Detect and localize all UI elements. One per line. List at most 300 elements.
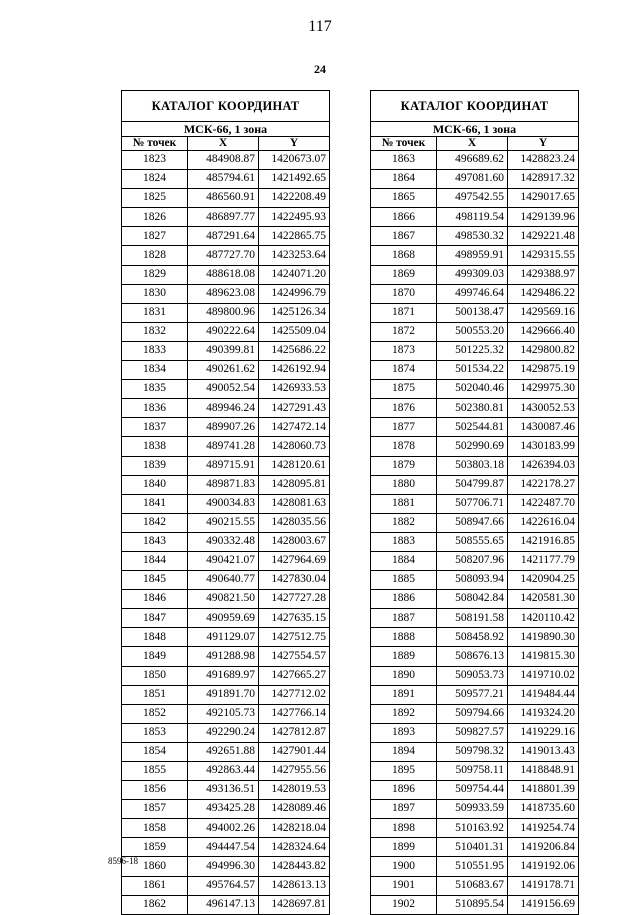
x-coordinate-cell: 508191.58 xyxy=(437,609,508,628)
table-row xyxy=(371,762,579,781)
y-coordinate-cell: 1427901.44 xyxy=(259,742,330,761)
catalog-title: КАТАЛОГ КООРДИНАТ xyxy=(371,91,579,122)
x-coordinate-cell: 509053.73 xyxy=(437,666,508,685)
y-coordinate-cell: 1429800.82 xyxy=(508,341,579,360)
x-coordinate-cell: 491689.97 xyxy=(188,666,259,685)
point-number-cell: 1880 xyxy=(371,475,437,494)
y-coordinate-cell: 1428095.81 xyxy=(259,475,330,494)
point-number-cell: 1854 xyxy=(122,742,188,761)
point-number-cell: 1883 xyxy=(371,532,437,551)
x-coordinate-cell: 496147.13 xyxy=(188,895,259,914)
table-row xyxy=(371,322,579,341)
point-number-cell: 1891 xyxy=(371,685,437,704)
table-row xyxy=(371,838,579,857)
y-coordinate-cell: 1429569.16 xyxy=(508,303,579,322)
y-coordinate-cell: 1429221.48 xyxy=(508,227,579,246)
table-row xyxy=(371,800,579,819)
point-number-cell: 1881 xyxy=(371,494,437,513)
y-coordinate-cell: 1421177.79 xyxy=(508,551,579,570)
document-code: 8596-18 xyxy=(108,856,138,866)
x-coordinate-cell: 491891.70 xyxy=(188,685,259,704)
y-coordinate-cell: 1419324.20 xyxy=(508,704,579,723)
y-coordinate-cell: 1420581.30 xyxy=(508,590,579,609)
point-number-cell: 1842 xyxy=(122,513,188,532)
table-row xyxy=(122,341,330,360)
x-coordinate-cell: 508947.66 xyxy=(437,513,508,532)
x-coordinate-cell: 502544.81 xyxy=(437,418,508,437)
table-row xyxy=(122,742,330,761)
x-coordinate-cell: 502380.81 xyxy=(437,399,508,418)
table-row xyxy=(122,685,330,704)
table-row xyxy=(122,399,330,418)
table-row xyxy=(122,513,330,532)
x-coordinate-cell: 509798.32 xyxy=(437,742,508,761)
x-coordinate-cell: 500138.47 xyxy=(437,303,508,322)
y-coordinate-cell: 1428035.56 xyxy=(259,513,330,532)
table-row xyxy=(371,723,579,742)
point-number-cell: 1887 xyxy=(371,609,437,628)
x-coordinate-cell: 509577.21 xyxy=(437,685,508,704)
point-number-cell: 1877 xyxy=(371,418,437,437)
table-row xyxy=(122,322,330,341)
y-coordinate-cell: 1428120.61 xyxy=(259,456,330,475)
y-coordinate-cell: 1428060.73 xyxy=(259,437,330,456)
y-coordinate-cell: 1428443.82 xyxy=(259,857,330,876)
y-coordinate-cell: 1427635.15 xyxy=(259,609,330,628)
table-row xyxy=(122,189,330,208)
y-coordinate-cell: 1421916.85 xyxy=(508,532,579,551)
x-coordinate-cell: 490215.55 xyxy=(188,513,259,532)
y-coordinate-cell: 1424071.20 xyxy=(259,265,330,284)
x-coordinate-cell: 507706.71 xyxy=(437,494,508,513)
x-coordinate-cell: 508207.96 xyxy=(437,551,508,570)
point-number-cell: 1841 xyxy=(122,494,188,513)
point-number-cell: 1834 xyxy=(122,361,188,380)
y-coordinate-cell: 1427830.04 xyxy=(259,571,330,590)
x-coordinate-cell: 490222.64 xyxy=(188,322,259,341)
table-row xyxy=(122,380,330,399)
point-number-cell: 1845 xyxy=(122,571,188,590)
table-row xyxy=(371,857,579,876)
point-number-cell: 1892 xyxy=(371,704,437,723)
y-coordinate-cell: 1428823.24 xyxy=(508,151,579,170)
point-number-cell: 1868 xyxy=(371,246,437,265)
x-coordinate-cell: 485794.61 xyxy=(188,170,259,189)
x-coordinate-cell: 510683.67 xyxy=(437,876,508,895)
point-number-cell: 1825 xyxy=(122,189,188,208)
table-row xyxy=(122,170,330,189)
x-coordinate-cell: 493425.28 xyxy=(188,800,259,819)
y-coordinate-cell: 1427554.57 xyxy=(259,647,330,666)
y-coordinate-cell: 1427472.14 xyxy=(259,418,330,437)
y-coordinate-cell: 1430052.53 xyxy=(508,399,579,418)
table-row xyxy=(371,551,579,570)
y-coordinate-cell: 1427955.56 xyxy=(259,762,330,781)
table-row xyxy=(122,361,330,380)
x-coordinate-cell: 500553.20 xyxy=(437,322,508,341)
point-number-cell: 1871 xyxy=(371,303,437,322)
column-header-num: № точек xyxy=(122,137,188,151)
x-coordinate-cell: 497542.55 xyxy=(437,189,508,208)
x-coordinate-cell: 490332.48 xyxy=(188,532,259,551)
column-header-x: X xyxy=(437,137,508,151)
x-coordinate-cell: 490261.62 xyxy=(188,361,259,380)
point-number-cell: 1828 xyxy=(122,246,188,265)
table-row xyxy=(122,303,330,322)
point-number-cell: 1901 xyxy=(371,876,437,895)
table-row xyxy=(122,838,330,857)
table-row xyxy=(371,609,579,628)
y-coordinate-cell: 1422616.04 xyxy=(508,513,579,532)
y-coordinate-cell: 1427812.87 xyxy=(259,723,330,742)
point-number-cell: 1878 xyxy=(371,437,437,456)
point-number-cell: 1890 xyxy=(371,666,437,685)
x-coordinate-cell: 510163.92 xyxy=(437,819,508,838)
column-header-y: Y xyxy=(259,137,330,151)
table-row xyxy=(122,475,330,494)
point-number-cell: 1826 xyxy=(122,208,188,227)
x-coordinate-cell: 490421.07 xyxy=(188,551,259,570)
table-row xyxy=(122,876,330,895)
table-row xyxy=(122,246,330,265)
point-number-cell: 1839 xyxy=(122,456,188,475)
y-coordinate-cell: 1425126.34 xyxy=(259,303,330,322)
x-coordinate-cell: 502040.46 xyxy=(437,380,508,399)
y-coordinate-cell: 1420673.07 xyxy=(259,151,330,170)
x-coordinate-cell: 493136.51 xyxy=(188,781,259,800)
point-number-cell: 1894 xyxy=(371,742,437,761)
point-number-cell: 1889 xyxy=(371,647,437,666)
table-row xyxy=(371,341,579,360)
table-row xyxy=(122,418,330,437)
x-coordinate-cell: 504799.87 xyxy=(437,475,508,494)
x-coordinate-cell: 509933.59 xyxy=(437,800,508,819)
point-number-cell: 1832 xyxy=(122,322,188,341)
table-body-right xyxy=(371,151,579,915)
point-number-cell: 1866 xyxy=(371,208,437,227)
column-header-y: Y xyxy=(508,137,579,151)
table-row xyxy=(371,380,579,399)
point-number-cell: 1847 xyxy=(122,609,188,628)
x-coordinate-cell: 492290.24 xyxy=(188,723,259,742)
x-coordinate-cell: 490052.54 xyxy=(188,380,259,399)
point-number-cell: 1873 xyxy=(371,341,437,360)
y-coordinate-cell: 1427512.75 xyxy=(259,628,330,647)
point-number-cell: 1853 xyxy=(122,723,188,742)
x-coordinate-cell: 496689.62 xyxy=(437,151,508,170)
point-number-cell: 1840 xyxy=(122,475,188,494)
table-row xyxy=(371,361,579,380)
table-row xyxy=(122,647,330,666)
x-coordinate-cell: 501534.22 xyxy=(437,361,508,380)
point-number-cell: 1830 xyxy=(122,284,188,303)
x-coordinate-cell: 499309.03 xyxy=(437,265,508,284)
table-row xyxy=(371,151,579,170)
x-coordinate-cell: 489907.26 xyxy=(188,418,259,437)
point-number-cell: 1855 xyxy=(122,762,188,781)
y-coordinate-cell: 1419710.02 xyxy=(508,666,579,685)
table-row xyxy=(122,723,330,742)
x-coordinate-cell: 503803.18 xyxy=(437,456,508,475)
table-row xyxy=(371,170,579,189)
table-row xyxy=(371,189,579,208)
table-row xyxy=(371,571,579,590)
y-coordinate-cell: 1427712.02 xyxy=(259,685,330,704)
y-coordinate-cell: 1429666.40 xyxy=(508,322,579,341)
table-row xyxy=(122,781,330,800)
y-coordinate-cell: 1427291.43 xyxy=(259,399,330,418)
y-coordinate-cell: 1426394.03 xyxy=(508,456,579,475)
x-coordinate-cell: 488618.08 xyxy=(188,265,259,284)
point-number-cell: 1859 xyxy=(122,838,188,857)
x-coordinate-cell: 490821.50 xyxy=(188,590,259,609)
point-number-cell: 1833 xyxy=(122,341,188,360)
x-coordinate-cell: 487291.64 xyxy=(188,227,259,246)
x-coordinate-cell: 486560.91 xyxy=(188,189,259,208)
point-number-cell: 1872 xyxy=(371,322,437,341)
point-number-cell: 1838 xyxy=(122,437,188,456)
point-number-cell: 1823 xyxy=(122,151,188,170)
point-number-cell: 1846 xyxy=(122,590,188,609)
x-coordinate-cell: 489871.83 xyxy=(188,475,259,494)
y-coordinate-cell: 1418735.60 xyxy=(508,800,579,819)
point-number-cell: 1862 xyxy=(122,895,188,914)
y-coordinate-cell: 1426192.94 xyxy=(259,361,330,380)
point-number-cell: 1867 xyxy=(371,227,437,246)
y-coordinate-cell: 1430183.99 xyxy=(508,437,579,456)
y-coordinate-cell: 1428089.46 xyxy=(259,800,330,819)
x-coordinate-cell: 486897.77 xyxy=(188,208,259,227)
zone-label: МСК-66, 1 зона xyxy=(122,122,330,137)
table-row xyxy=(122,590,330,609)
table-body-left xyxy=(122,151,330,915)
y-coordinate-cell: 1422208.49 xyxy=(259,189,330,208)
catalog-title: КАТАЛОГ КООРДИНАТ xyxy=(122,91,330,122)
point-number-cell: 1827 xyxy=(122,227,188,246)
x-coordinate-cell: 508676.13 xyxy=(437,647,508,666)
table-row xyxy=(371,819,579,838)
y-coordinate-cell: 1419013.43 xyxy=(508,742,579,761)
table-row xyxy=(122,762,330,781)
x-coordinate-cell: 492105.73 xyxy=(188,704,259,723)
page-number: 117 xyxy=(308,18,332,35)
table-row xyxy=(371,475,579,494)
x-coordinate-cell: 508042.84 xyxy=(437,590,508,609)
table-row xyxy=(122,151,330,170)
table-row xyxy=(371,399,579,418)
y-coordinate-cell: 1424996.79 xyxy=(259,284,330,303)
y-coordinate-cell: 1419254.74 xyxy=(508,819,579,838)
table-row xyxy=(122,628,330,647)
table-row xyxy=(371,303,579,322)
x-coordinate-cell: 490640.77 xyxy=(188,571,259,590)
x-coordinate-cell: 510551.95 xyxy=(437,857,508,876)
point-number-cell: 1900 xyxy=(371,857,437,876)
point-number-cell: 1876 xyxy=(371,399,437,418)
x-coordinate-cell: 490034.83 xyxy=(188,494,259,513)
x-coordinate-cell: 492863.44 xyxy=(188,762,259,781)
x-coordinate-cell: 509758.11 xyxy=(437,762,508,781)
y-coordinate-cell: 1427964.69 xyxy=(259,551,330,570)
point-number-cell: 1861 xyxy=(122,876,188,895)
point-number-cell: 1849 xyxy=(122,647,188,666)
x-coordinate-cell: 489946.24 xyxy=(188,399,259,418)
y-coordinate-cell: 1422178.27 xyxy=(508,475,579,494)
point-number-cell: 1857 xyxy=(122,800,188,819)
point-number-cell: 1870 xyxy=(371,284,437,303)
point-number-cell: 1864 xyxy=(371,170,437,189)
x-coordinate-cell: 494996.30 xyxy=(188,857,259,876)
point-number-cell: 1875 xyxy=(371,380,437,399)
x-coordinate-cell: 489800.96 xyxy=(188,303,259,322)
x-coordinate-cell: 498530.32 xyxy=(437,227,508,246)
x-coordinate-cell: 501225.32 xyxy=(437,341,508,360)
table-row xyxy=(371,742,579,761)
point-number-cell: 1843 xyxy=(122,532,188,551)
table-row xyxy=(122,857,330,876)
y-coordinate-cell: 1428613.13 xyxy=(259,876,330,895)
table-row xyxy=(371,876,579,895)
x-coordinate-cell: 508555.65 xyxy=(437,532,508,551)
y-coordinate-cell: 1428081.63 xyxy=(259,494,330,513)
y-coordinate-cell: 1428324.64 xyxy=(259,838,330,857)
point-number-cell: 1865 xyxy=(371,189,437,208)
table-row xyxy=(122,609,330,628)
x-coordinate-cell: 491129.07 xyxy=(188,628,259,647)
x-coordinate-cell: 489715.91 xyxy=(188,456,259,475)
table-row xyxy=(122,284,330,303)
x-coordinate-cell: 491288.98 xyxy=(188,647,259,666)
table-row xyxy=(371,647,579,666)
point-number-cell: 1831 xyxy=(122,303,188,322)
table-row xyxy=(371,590,579,609)
x-coordinate-cell: 509794.66 xyxy=(437,704,508,723)
table-row xyxy=(371,208,579,227)
y-coordinate-cell: 1429139.96 xyxy=(508,208,579,227)
y-coordinate-cell: 1419890.30 xyxy=(508,628,579,647)
table-row xyxy=(122,800,330,819)
y-coordinate-cell: 1419484.44 xyxy=(508,685,579,704)
x-coordinate-cell: 494002.26 xyxy=(188,819,259,838)
table-row xyxy=(122,551,330,570)
x-coordinate-cell: 497081.60 xyxy=(437,170,508,189)
y-coordinate-cell: 1421492.65 xyxy=(259,170,330,189)
y-coordinate-cell: 1429875.19 xyxy=(508,361,579,380)
table-row xyxy=(371,418,579,437)
y-coordinate-cell: 1429017.65 xyxy=(508,189,579,208)
x-coordinate-cell: 502990.69 xyxy=(437,437,508,456)
y-coordinate-cell: 1422865.75 xyxy=(259,227,330,246)
table-row xyxy=(122,265,330,284)
table-row xyxy=(122,494,330,513)
x-coordinate-cell: 509754.44 xyxy=(437,781,508,800)
point-number-cell: 1869 xyxy=(371,265,437,284)
y-coordinate-cell: 1422495.93 xyxy=(259,208,330,227)
y-coordinate-cell: 1427665.27 xyxy=(259,666,330,685)
coordinate-catalog-table-right xyxy=(370,90,579,915)
x-coordinate-cell: 510895.54 xyxy=(437,895,508,914)
x-coordinate-cell: 498959.91 xyxy=(437,246,508,265)
y-coordinate-cell: 1428697.81 xyxy=(259,895,330,914)
x-coordinate-cell: 492651.88 xyxy=(188,742,259,761)
zone-label: МСК-66, 1 зона xyxy=(371,122,579,137)
point-number-cell: 1874 xyxy=(371,361,437,380)
point-number-cell: 1885 xyxy=(371,571,437,590)
point-number-cell: 1902 xyxy=(371,895,437,914)
point-number-cell: 1837 xyxy=(122,418,188,437)
column-header-x: X xyxy=(188,137,259,151)
y-coordinate-cell: 1418801.39 xyxy=(508,781,579,800)
sheet-number: 24 xyxy=(314,62,326,76)
x-coordinate-cell: 495764.57 xyxy=(188,876,259,895)
table-row xyxy=(371,246,579,265)
y-coordinate-cell: 1419178.71 xyxy=(508,876,579,895)
point-number-cell: 1863 xyxy=(371,151,437,170)
y-coordinate-cell: 1418848.91 xyxy=(508,762,579,781)
table-row xyxy=(122,532,330,551)
x-coordinate-cell: 508093.94 xyxy=(437,571,508,590)
y-coordinate-cell: 1420110.42 xyxy=(508,609,579,628)
y-coordinate-cell: 1419206.84 xyxy=(508,838,579,857)
table-row xyxy=(371,532,579,551)
point-number-cell: 1850 xyxy=(122,666,188,685)
table-row xyxy=(371,666,579,685)
y-coordinate-cell: 1422487.70 xyxy=(508,494,579,513)
y-coordinate-cell: 1429975.30 xyxy=(508,380,579,399)
table-row xyxy=(122,227,330,246)
table-row xyxy=(371,781,579,800)
x-coordinate-cell: 508458.92 xyxy=(437,628,508,647)
y-coordinate-cell: 1429486.22 xyxy=(508,284,579,303)
x-coordinate-cell: 490959.69 xyxy=(188,609,259,628)
table-row xyxy=(371,456,579,475)
x-coordinate-cell: 510401.31 xyxy=(437,838,508,857)
point-number-cell: 1882 xyxy=(371,513,437,532)
point-number-cell: 1836 xyxy=(122,399,188,418)
point-number-cell: 1896 xyxy=(371,781,437,800)
x-coordinate-cell: 484908.87 xyxy=(188,151,259,170)
point-number-cell: 1886 xyxy=(371,590,437,609)
x-coordinate-cell: 498119.54 xyxy=(437,208,508,227)
table-row xyxy=(371,513,579,532)
y-coordinate-cell: 1428019.53 xyxy=(259,781,330,800)
table-row xyxy=(371,437,579,456)
table-row xyxy=(371,628,579,647)
y-coordinate-cell: 1428218.04 xyxy=(259,819,330,838)
y-coordinate-cell: 1425509.04 xyxy=(259,322,330,341)
point-number-cell: 1851 xyxy=(122,685,188,704)
point-number-cell: 1860 xyxy=(122,857,188,876)
point-number-cell: 1835 xyxy=(122,380,188,399)
table-row xyxy=(122,208,330,227)
point-number-cell: 1895 xyxy=(371,762,437,781)
point-number-cell: 1884 xyxy=(371,551,437,570)
x-coordinate-cell: 489741.28 xyxy=(188,437,259,456)
table-row xyxy=(122,666,330,685)
table-row xyxy=(371,265,579,284)
point-number-cell: 1879 xyxy=(371,456,437,475)
x-coordinate-cell: 489623.08 xyxy=(188,284,259,303)
y-coordinate-cell: 1428917.32 xyxy=(508,170,579,189)
y-coordinate-cell: 1426933.53 xyxy=(259,380,330,399)
table-row xyxy=(122,571,330,590)
coordinate-catalog-table-left xyxy=(121,90,330,915)
point-number-cell: 1858 xyxy=(122,819,188,838)
point-number-cell: 1852 xyxy=(122,704,188,723)
x-coordinate-cell: 499746.64 xyxy=(437,284,508,303)
table-row xyxy=(371,284,579,303)
y-coordinate-cell: 1419156.69 xyxy=(508,895,579,914)
